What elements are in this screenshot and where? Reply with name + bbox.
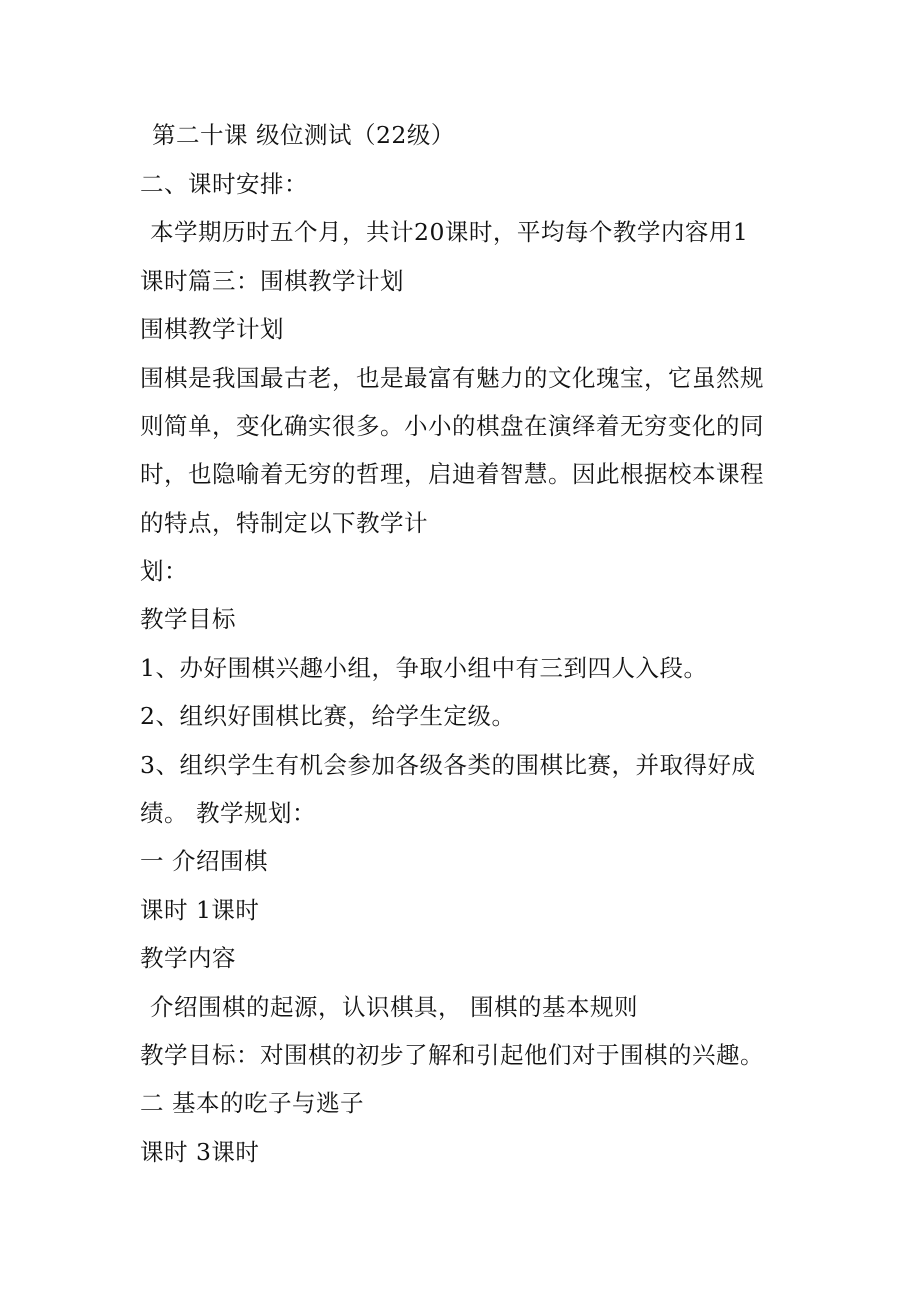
intro-paragraph-line-2: 则简单，变化确实很多。小小的棋盘在演绎着无穷变化的同 [140, 412, 764, 440]
schedule-paragraph-line-2: 课时篇三：围棋教学计划 [140, 267, 404, 295]
unit-1-hours: 课时 1课时 [140, 896, 260, 924]
goal-item-1: 1、办好围棋兴趣小组，争取小组中有三到四人入段。 [140, 654, 708, 682]
unit-1-content-heading: 教学内容 [140, 944, 236, 972]
unit-1-content: 介绍围棋的起源，认识棋具， 围棋的基本规则 [150, 993, 638, 1021]
unit-2-heading: 二 基本的吃子与逃子 [140, 1089, 364, 1117]
intro-paragraph-line-1: 围棋是我国最古老，也是最富有魅力的文化瑰宝，它虽然规 [140, 364, 764, 392]
intro-paragraph-line-3: 时，也隐喻着无穷的哲理，启迪着智慧。因此根据校本课程 [140, 460, 764, 488]
unit-2-hours: 课时 3课时 [140, 1138, 260, 1166]
lesson-20-heading: 第二十课 级位测试（22级） [152, 121, 455, 149]
intro-paragraph-line-5: 划： [140, 557, 188, 585]
intro-paragraph-line-4: 的特点，特制定以下教学计 [140, 509, 428, 537]
plan-title: 围棋教学计划 [140, 315, 284, 343]
teaching-goals-heading: 教学目标 [140, 605, 236, 633]
goal-item-3-line-1: 3、组织学生有机会参加各级各类的围棋比赛，并取得好成 [140, 751, 756, 779]
goal-item-2: 2、组织好围棋比赛，给学生定级。 [140, 702, 516, 730]
unit-1-heading: 一 介绍围棋 [140, 847, 268, 875]
section-schedule-heading: 二、课时安排： [140, 170, 308, 198]
goal-item-3-line-2: 绩。 教学规划： [140, 799, 316, 827]
unit-1-goal: 教学目标：对围棋的初步了解和引起他们对于围棋的兴趣。 [140, 1041, 764, 1069]
schedule-paragraph-line-1: 本学期历时五个月，共计20课时，平均每个教学内容用1 [150, 218, 749, 246]
